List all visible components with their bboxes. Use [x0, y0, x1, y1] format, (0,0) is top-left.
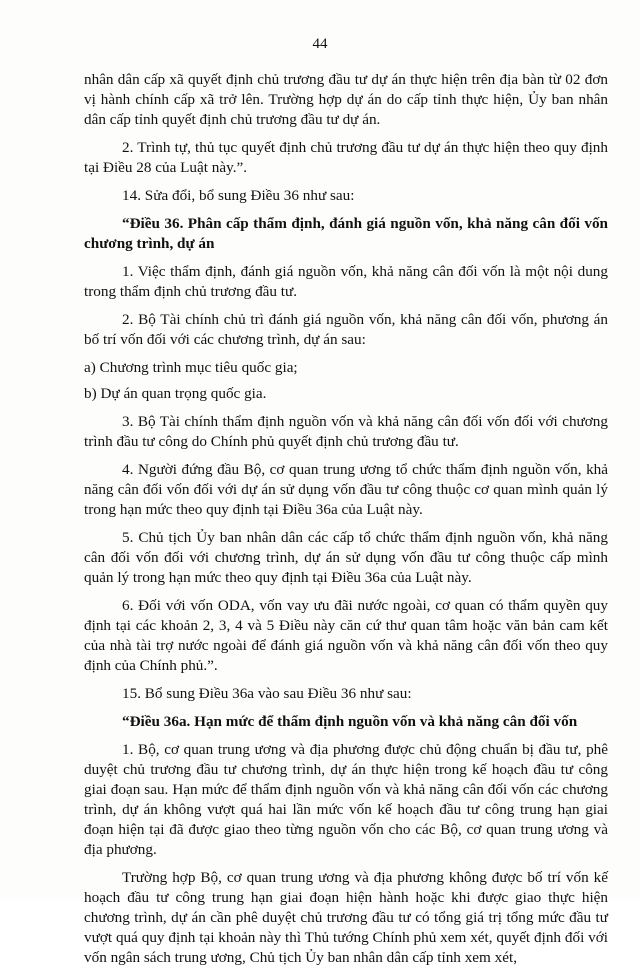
- article-36a-heading: “Điều 36a. Hạn mức để thẩm định nguồn vốn và khả năng cân đối vốn: [122, 713, 578, 730]
- article-36a-clause-1: 1. Bộ, cơ quan trung ương và địa phương được chủ động chuẩn bị đầu tư, phê duyệt chủ trương đầu tư chương trình, dự án thực hiện trong kế hoạch đầu tư công giai đoạn sau. Hạn mức để thẩm định nguồn vốn và khả năng cân đối vốn các chương trình, dự án không vượt quá hai lần mức vốn kế hoạch đầu tư công trung hạn giai đoạn hiện tại đã được giao theo từng nguồn vốn cho các Bộ, cơ quan trung ương và địa phương.: [84, 741, 608, 858]
- article-36-clause-4: 4. Người đứng đầu Bộ, cơ quan trung ương tổ chức thẩm định nguồn vốn, khả năng cân đối vốn đối với dự án sử dụng vốn đầu tư công thuộc cơ quan mình quản lý trong hạn mức theo quy định tại Điều 36a của Luật này.: [84, 461, 608, 518]
- article-36-point-b: b) Dự án quan trọng quốc gia.: [84, 385, 267, 402]
- article-36-clause-5: 5. Chủ tịch Ủy ban nhân dân các cấp tổ chức thẩm định nguồn vốn, khả năng cân đối vốn đối với chương trình, dự án sử dụng vốn đầu tư công thuộc cấp mình quản lý trong hạn mức theo quy định tại Điều 36a của Luật này.: [84, 529, 608, 586]
- paragraph-amendment-15: 15. Bổ sung Điều 36a vào sau Điều 36 như sau:: [122, 685, 412, 702]
- article-36-point-a: a) Chương trình mục tiêu quốc gia;: [84, 359, 298, 376]
- article-36-clause-2: 2. Bộ Tài chính chủ trì đánh giá nguồn vốn, khả năng cân đối vốn, phương án bố trí vốn đối với các chương trình, dự án sau:: [84, 311, 608, 348]
- paragraph-clause-2: 2. Trình tự, thủ tục quyết định chủ trương đầu tư dự án thực hiện theo quy định tại Điều 28 của Luật này.”.: [84, 139, 608, 176]
- page-number: 44: [312, 36, 328, 52]
- article-36-clause-6: 6. Đối với vốn ODA, vốn vay ưu đãi nước ngoài, cơ quan có thẩm quyền quy định tại các khoản 2, 3, 4 và 5 Điều này căn cứ thư quan tâm hoặc văn bản cam kết của nhà tài trợ nước ngoài để đánh giá nguồn vốn và khả năng cân đối vốn theo quy định của Chính phủ.”.: [84, 597, 608, 674]
- document-body: [84, 70, 608, 976]
- article-36-clause-3: 3. Bộ Tài chính thẩm định nguồn vốn và khả năng cân đối vốn đối với chương trình đầu tư công do Chính phủ quyết định chủ trương đầu tư.: [84, 413, 608, 450]
- article-36-clause-1: 1. Việc thẩm định, đánh giá nguồn vốn, khả năng cân đối vốn là một nội dung trong thẩm định chủ trương đầu tư.: [84, 263, 608, 300]
- paragraph-amendment-14: 14. Sửa đổi, bổ sung Điều 36 như sau:: [122, 187, 355, 204]
- article-36-heading: “Điều 36. Phân cấp thẩm định, đánh giá nguồn vốn, khả năng cân đối vốn chương trình, dự án: [84, 215, 608, 252]
- article-36a-exception: Trường hợp Bộ, cơ quan trung ương và địa phương không được bố trí vốn kế hoạch đầu tư công trung hạn giai đoạn hiện hành hoặc khi được giao thực hiện chương trình, dự án cần phê duyệt chủ trương đầu tư có tổng giá trị tổng mức đầu tư vượt quá quy định tại khoản này thì Thủ tướng Chính phủ xem xét, quyết định đối với vốn ngân sách trung ương, Chủ tịch Ủy ban nhân dân cấp tỉnh xem xét,: [84, 869, 608, 966]
- paragraph-continuation: nhân dân cấp xã quyết định chủ trương đầu tư dự án thực hiện trên địa bàn từ 02 đơn vị hành chính cấp xã trở lên. Trường hợp dự án do cấp tỉnh thực hiện, Ủy ban nhân dân cấp tỉnh quyết định chủ trương đầu tư dự án.: [84, 71, 608, 128]
